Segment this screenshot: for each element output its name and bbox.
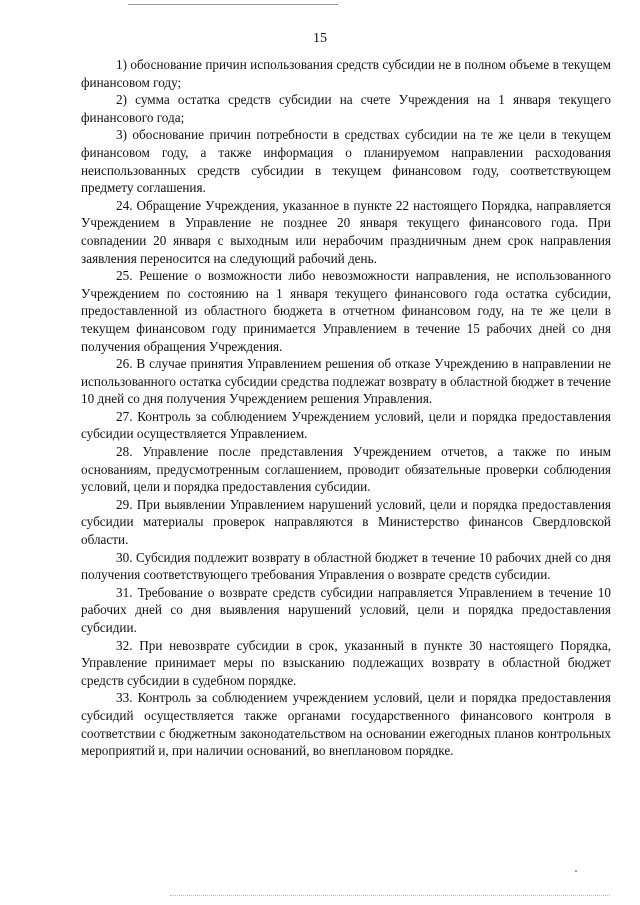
paragraph-26: 26. В случае принятия Управлением решения об отказе Учреждению в направлении не использованного остатка субсидии средства подлежат возврату в областной бюджет в течение 10 дней со дня получения Учреждением решения Управления. — [81, 356, 611, 407]
page-number: 15 — [313, 31, 327, 46]
paragraph-33: 33. Контроль за соблюдением учреждением условий, цели и порядка предоставления субсидий осуществляется также органами государственного финансового контроля в соответствии с бюджетным законодательством на основании ежегодных планов контрольных мероприятий и, при наличии оснований, во внеплановом порядке. — [81, 690, 611, 759]
bottom-scan-marks — [170, 895, 610, 896]
top-divider — [128, 4, 338, 5]
paragraph-item-1: 1) обоснование причин использования средств субсидии не в полном объеме в текущем финансовом году; — [81, 57, 611, 90]
paragraph-32: 32. При невозврате субсидии в срок, указанный в пункте 30 настоящего Порядка, Управление принимает меры по взысканию подлежащих возврату в областной бюджет средств субсидии в судебном порядке. — [81, 637, 611, 688]
scan-speck — [575, 870, 577, 872]
paragraph-30: 30. Субсидия подлежит возврату в областной бюджет в течение 10 рабочих дней со дня получения соответствующего требования Управления о возврате средств субсидии. — [81, 549, 611, 583]
paragraph-25: 25. Решение о возможности либо невозможности направления, не использованного Учреждением по состоянию на 1 января текущего финансового года остатка субсидии, предоставленной из областного бюджета в отчетном финансовом году, на те же цели в текущем финансовом году принимается Управлением в течение 15 рабочих дней со дня получения обращения Учреждения. — [81, 268, 611, 354]
paragraph-29: 29. При выявлении Управлением нарушений условий, цели и порядка предоставления субсидии материалы проверок направляются в Министерство финансов Свердловской области. — [81, 496, 611, 548]
paragraph-27: 27. Контроль за соблюдением Учреждением условий, цели и порядка предоставления субсидии осуществляется Управлением. — [81, 408, 611, 442]
paragraph-item-2: 2) сумма остатка средств субсидии на счете Учреждения на 1 января текущего финансового года; — [81, 92, 611, 125]
paragraph-28: 28. Управление после представления Учреждением отчетов, а также по иным основаниям, предусмотренным соглашением, проводит обязательные проверки соблюдения условий, цели и порядка предоставления субсидии. — [81, 444, 611, 495]
paragraph-item-3: 3) обоснование причин потребности в средствах субсидии на те же цели в текущем финансовом году, а также информация о планируемом направлении расходования неиспользованных средств субсидии в текущем финансовом году, соответствующем предмету соглашения. — [81, 127, 611, 196]
paragraph-31: 31. Требование о возврате средств субсидии направляется Управлением в течение 10 рабочих дней со дня выявления нарушений условий, цели и порядка предоставления субсидии. — [81, 584, 611, 635]
paragraph-24: 24. Обращение Учреждения, указанное в пункте 22 настоящего Порядка, направляется Учреждением в Управление не позднее 20 января текущего финансового года. При совпадении 20 января с выходным или нерабочим праздничным днем срок направления заявления переносится на следующий рабочий день. — [81, 197, 611, 266]
document-body — [81, 56, 611, 760]
